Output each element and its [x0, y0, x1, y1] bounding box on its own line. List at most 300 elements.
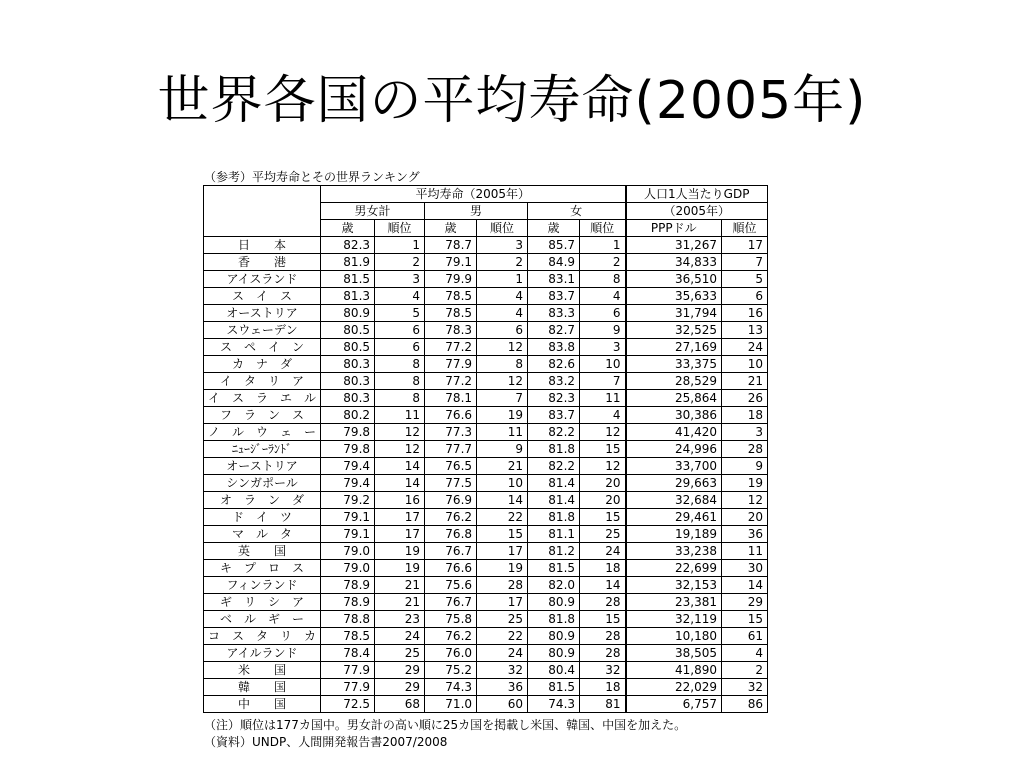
total-rank-cell: 19: [375, 543, 425, 560]
gdp-rank-cell: 26: [722, 390, 768, 407]
gdp-ppp-cell: 35,633: [626, 288, 722, 305]
gdp-rank-cell: 19: [722, 475, 768, 492]
male-age-cell: 71.0: [425, 696, 477, 713]
gdp-rank-cell: 32: [722, 679, 768, 696]
female-age-cell: 83.1: [528, 271, 580, 288]
total-rank-cell: 23: [375, 611, 425, 628]
male-rank-cell: 11: [477, 424, 528, 441]
male-age-cell: 78.3: [425, 322, 477, 339]
table-row: [204, 424, 768, 441]
gdp-rank-cell: 29: [722, 594, 768, 611]
header-male: 男: [425, 203, 528, 220]
table-row: [204, 271, 768, 288]
male-age-cell: 79.9: [425, 271, 477, 288]
total-rank-cell: 8: [375, 373, 425, 390]
female-rank-cell: 15: [580, 611, 626, 628]
gdp-ppp-cell: 32,119: [626, 611, 722, 628]
male-rank-cell: 3: [477, 237, 528, 254]
total-age-cell: 81.3: [321, 288, 375, 305]
country-cell: オーストリア: [204, 458, 321, 475]
male-rank-cell: 12: [477, 373, 528, 390]
gdp-rank-cell: 5: [722, 271, 768, 288]
male-rank-cell: 28: [477, 577, 528, 594]
female-rank-cell: 10: [580, 356, 626, 373]
gdp-rank-cell: 12: [722, 492, 768, 509]
male-rank-cell: 19: [477, 560, 528, 577]
female-rank-cell: 18: [580, 560, 626, 577]
female-age-cell: 82.6: [528, 356, 580, 373]
table-row: [204, 560, 768, 577]
female-age-cell: 83.8: [528, 339, 580, 356]
table-row: [204, 628, 768, 645]
table-row: [204, 696, 768, 713]
female-age-cell: 82.2: [528, 424, 580, 441]
gdp-rank-cell: 2: [722, 662, 768, 679]
gdp-ppp-cell: 31,794: [626, 305, 722, 322]
female-age-cell: 81.4: [528, 475, 580, 492]
total-age-cell: 81.5: [321, 271, 375, 288]
table-row: [204, 305, 768, 322]
female-rank-cell: 8: [580, 271, 626, 288]
gdp-rank-cell: 7: [722, 254, 768, 271]
table-row: [204, 509, 768, 526]
male-rank-cell: 10: [477, 475, 528, 492]
male-age-cell: 74.3: [425, 679, 477, 696]
country-cell: 中 国: [204, 696, 321, 713]
table-body: [204, 237, 768, 713]
table-row: [204, 458, 768, 475]
gdp-ppp-cell: 41,420: [626, 424, 722, 441]
header-age-total: 歳: [321, 220, 375, 237]
header-life-expectancy: 平均寿命（2005年）: [321, 186, 626, 203]
male-age-cell: 76.9: [425, 492, 477, 509]
header-country-blank: [204, 186, 321, 237]
country-cell: シンガポール: [204, 475, 321, 492]
gdp-rank-cell: 18: [722, 407, 768, 424]
female-rank-cell: 15: [580, 441, 626, 458]
male-rank-cell: 8: [477, 356, 528, 373]
total-age-cell: 79.0: [321, 560, 375, 577]
total-rank-cell: 17: [375, 526, 425, 543]
gdp-ppp-cell: 41,890: [626, 662, 722, 679]
total-rank-cell: 29: [375, 679, 425, 696]
header-age-female: 歳: [528, 220, 580, 237]
total-rank-cell: 4: [375, 288, 425, 305]
total-age-cell: 80.3: [321, 373, 375, 390]
total-age-cell: 78.8: [321, 611, 375, 628]
country-cell: ド イ ツ: [204, 509, 321, 526]
country-cell: イ ス ラ エ ル: [204, 390, 321, 407]
total-age-cell: 79.4: [321, 458, 375, 475]
female-age-cell: 81.4: [528, 492, 580, 509]
gdp-rank-cell: 15: [722, 611, 768, 628]
female-age-cell: 80.9: [528, 628, 580, 645]
total-age-cell: 79.8: [321, 441, 375, 458]
header-gdp-line1: 人口1人当たりGDP: [626, 186, 768, 203]
male-rank-cell: 22: [477, 509, 528, 526]
country-cell: 日 本: [204, 237, 321, 254]
gdp-ppp-cell: 23,381: [626, 594, 722, 611]
header-rank-female: 順位: [580, 220, 626, 237]
note-ranking: （注）順位は177カ国中。男女計の高い順に25カ国を掲載し米国、韓国、中国を加えた。: [204, 718, 687, 732]
country-cell: 香 港: [204, 254, 321, 271]
gdp-rank-cell: 86: [722, 696, 768, 713]
total-age-cell: 79.8: [321, 424, 375, 441]
female-age-cell: 81.5: [528, 679, 580, 696]
female-rank-cell: 4: [580, 288, 626, 305]
total-rank-cell: 5: [375, 305, 425, 322]
table-row: [204, 254, 768, 271]
gdp-ppp-cell: 22,699: [626, 560, 722, 577]
table-row: [204, 577, 768, 594]
female-rank-cell: 20: [580, 475, 626, 492]
female-age-cell: 83.3: [528, 305, 580, 322]
country-cell: オーストリア: [204, 305, 321, 322]
country-cell: カ ナ ダ: [204, 356, 321, 373]
header-ppp: PPPドル: [626, 220, 722, 237]
gdp-ppp-cell: 10,180: [626, 628, 722, 645]
female-age-cell: 81.8: [528, 611, 580, 628]
female-rank-cell: 12: [580, 458, 626, 475]
header-rank-gdp: 順位: [722, 220, 768, 237]
total-rank-cell: 21: [375, 577, 425, 594]
female-rank-cell: 15: [580, 509, 626, 526]
total-rank-cell: 2: [375, 254, 425, 271]
male-rank-cell: 17: [477, 543, 528, 560]
female-age-cell: 82.0: [528, 577, 580, 594]
gdp-ppp-cell: 29,461: [626, 509, 722, 526]
table-row: [204, 594, 768, 611]
table-row: [204, 492, 768, 509]
total-rank-cell: 3: [375, 271, 425, 288]
male-age-cell: 78.7: [425, 237, 477, 254]
male-age-cell: 75.2: [425, 662, 477, 679]
male-rank-cell: 32: [477, 662, 528, 679]
country-cell: アイルランド: [204, 645, 321, 662]
table-row: [204, 526, 768, 543]
gdp-ppp-cell: 29,663: [626, 475, 722, 492]
header-both-sexes: 男女計: [321, 203, 425, 220]
country-cell: ギ リ シ ア: [204, 594, 321, 611]
gdp-rank-cell: 14: [722, 577, 768, 594]
header-rank-total: 順位: [375, 220, 425, 237]
total-age-cell: 82.3: [321, 237, 375, 254]
male-rank-cell: 60: [477, 696, 528, 713]
total-age-cell: 78.5: [321, 628, 375, 645]
gdp-rank-cell: 11: [722, 543, 768, 560]
slide-title: 世界各国の平均寿命(2005年): [157, 71, 867, 131]
gdp-rank-cell: 13: [722, 322, 768, 339]
total-age-cell: 79.1: [321, 509, 375, 526]
total-rank-cell: 19: [375, 560, 425, 577]
total-rank-cell: 12: [375, 441, 425, 458]
female-rank-cell: 7: [580, 373, 626, 390]
male-rank-cell: 21: [477, 458, 528, 475]
table-row: [204, 373, 768, 390]
male-rank-cell: 2: [477, 254, 528, 271]
male-rank-cell: 1: [477, 271, 528, 288]
female-rank-cell: 2: [580, 254, 626, 271]
gdp-ppp-cell: 33,238: [626, 543, 722, 560]
male-age-cell: 77.2: [425, 339, 477, 356]
male-rank-cell: 19: [477, 407, 528, 424]
gdp-ppp-cell: 30,386: [626, 407, 722, 424]
country-cell: アイスランド: [204, 271, 321, 288]
gdp-ppp-cell: 32,525: [626, 322, 722, 339]
male-age-cell: 75.8: [425, 611, 477, 628]
female-age-cell: 83.2: [528, 373, 580, 390]
gdp-rank-cell: 10: [722, 356, 768, 373]
table-row: [204, 390, 768, 407]
male-rank-cell: 36: [477, 679, 528, 696]
country-cell: フィンランド: [204, 577, 321, 594]
male-age-cell: 78.1: [425, 390, 477, 407]
male-age-cell: 77.7: [425, 441, 477, 458]
male-rank-cell: 7: [477, 390, 528, 407]
country-cell: コ ス タ リ カ: [204, 628, 321, 645]
total-age-cell: 78.9: [321, 577, 375, 594]
female-age-cell: 82.3: [528, 390, 580, 407]
total-age-cell: 77.9: [321, 662, 375, 679]
male-rank-cell: 12: [477, 339, 528, 356]
female-rank-cell: 9: [580, 322, 626, 339]
table-caption: （参考）平均寿命とその世界ランキング: [204, 170, 420, 184]
header-age-male: 歳: [425, 220, 477, 237]
female-rank-cell: 24: [580, 543, 626, 560]
gdp-rank-cell: 36: [722, 526, 768, 543]
total-rank-cell: 21: [375, 594, 425, 611]
female-age-cell: 81.8: [528, 509, 580, 526]
table-row: [204, 237, 768, 254]
gdp-ppp-cell: 34,833: [626, 254, 722, 271]
gdp-rank-cell: 9: [722, 458, 768, 475]
male-age-cell: 76.8: [425, 526, 477, 543]
table-row: [204, 356, 768, 373]
header-female: 女: [528, 203, 626, 220]
table-row: [204, 407, 768, 424]
male-rank-cell: 4: [477, 288, 528, 305]
female-rank-cell: 25: [580, 526, 626, 543]
total-rank-cell: 29: [375, 662, 425, 679]
gdp-ppp-cell: 22,029: [626, 679, 722, 696]
country-cell: オ ラ ン ダ: [204, 492, 321, 509]
male-rank-cell: 22: [477, 628, 528, 645]
female-rank-cell: 28: [580, 594, 626, 611]
total-rank-cell: 11: [375, 407, 425, 424]
total-rank-cell: 16: [375, 492, 425, 509]
female-rank-cell: 28: [580, 645, 626, 662]
gdp-rank-cell: 6: [722, 288, 768, 305]
total-rank-cell: 25: [375, 645, 425, 662]
table-row: [204, 645, 768, 662]
gdp-ppp-cell: 25,864: [626, 390, 722, 407]
total-age-cell: 77.9: [321, 679, 375, 696]
female-age-cell: 83.7: [528, 407, 580, 424]
country-cell: ノ ル ウ ェ ー: [204, 424, 321, 441]
female-rank-cell: 3: [580, 339, 626, 356]
country-cell: 英 国: [204, 543, 321, 560]
table-row: [204, 543, 768, 560]
gdp-rank-cell: 28: [722, 441, 768, 458]
gdp-ppp-cell: 27,169: [626, 339, 722, 356]
female-age-cell: 81.2: [528, 543, 580, 560]
table-row: [204, 441, 768, 458]
female-age-cell: 80.9: [528, 645, 580, 662]
gdp-rank-cell: 61: [722, 628, 768, 645]
male-age-cell: 76.2: [425, 628, 477, 645]
gdp-rank-cell: 17: [722, 237, 768, 254]
female-rank-cell: 11: [580, 390, 626, 407]
female-rank-cell: 28: [580, 628, 626, 645]
male-rank-cell: 6: [477, 322, 528, 339]
total-rank-cell: 6: [375, 339, 425, 356]
male-rank-cell: 17: [477, 594, 528, 611]
total-rank-cell: 8: [375, 356, 425, 373]
male-age-cell: 76.6: [425, 560, 477, 577]
country-cell: フ ラ ン ス: [204, 407, 321, 424]
gdp-ppp-cell: 19,189: [626, 526, 722, 543]
total-rank-cell: 12: [375, 424, 425, 441]
total-rank-cell: 8: [375, 390, 425, 407]
male-age-cell: 77.5: [425, 475, 477, 492]
gdp-rank-cell: 21: [722, 373, 768, 390]
country-cell: マ ル タ: [204, 526, 321, 543]
header-gdp-line2: （2005年）: [626, 203, 768, 220]
male-rank-cell: 24: [477, 645, 528, 662]
country-cell: ﾆｭｰｼﾞｰﾗﾝﾄﾞ: [204, 441, 321, 458]
country-cell: キ プ ロ ス: [204, 560, 321, 577]
total-age-cell: 79.0: [321, 543, 375, 560]
male-age-cell: 79.1: [425, 254, 477, 271]
gdp-ppp-cell: 36,510: [626, 271, 722, 288]
female-age-cell: 85.7: [528, 237, 580, 254]
country-cell: イ タ リ ア: [204, 373, 321, 390]
female-age-cell: 81.8: [528, 441, 580, 458]
note-source: （資料）UNDP、人間開発報告書2007/2008: [204, 735, 448, 749]
header-rank-male: 順位: [477, 220, 528, 237]
gdp-ppp-cell: 31,267: [626, 237, 722, 254]
male-rank-cell: 25: [477, 611, 528, 628]
total-age-cell: 80.9: [321, 305, 375, 322]
table-row: [204, 288, 768, 305]
gdp-rank-cell: 3: [722, 424, 768, 441]
female-age-cell: 82.2: [528, 458, 580, 475]
total-rank-cell: 17: [375, 509, 425, 526]
female-age-cell: 81.1: [528, 526, 580, 543]
female-rank-cell: 32: [580, 662, 626, 679]
female-rank-cell: 14: [580, 577, 626, 594]
total-age-cell: 80.5: [321, 322, 375, 339]
table-row: [204, 611, 768, 628]
table-row: [204, 679, 768, 696]
total-age-cell: 78.9: [321, 594, 375, 611]
female-rank-cell: 12: [580, 424, 626, 441]
gdp-ppp-cell: 33,700: [626, 458, 722, 475]
gdp-ppp-cell: 32,684: [626, 492, 722, 509]
male-age-cell: 76.6: [425, 407, 477, 424]
female-age-cell: 80.4: [528, 662, 580, 679]
country-cell: スウェーデン: [204, 322, 321, 339]
total-age-cell: 80.3: [321, 390, 375, 407]
gdp-ppp-cell: 24,996: [626, 441, 722, 458]
gdp-rank-cell: 30: [722, 560, 768, 577]
country-cell: 米 国: [204, 662, 321, 679]
gdp-ppp-cell: 33,375: [626, 356, 722, 373]
male-age-cell: 78.5: [425, 288, 477, 305]
female-rank-cell: 18: [580, 679, 626, 696]
gdp-ppp-cell: 6,757: [626, 696, 722, 713]
female-age-cell: 83.7: [528, 288, 580, 305]
country-cell: ス イ ス: [204, 288, 321, 305]
female-age-cell: 82.7: [528, 322, 580, 339]
gdp-rank-cell: 16: [722, 305, 768, 322]
female-rank-cell: 6: [580, 305, 626, 322]
male-age-cell: 76.0: [425, 645, 477, 662]
total-rank-cell: 68: [375, 696, 425, 713]
life-expectancy-table: [203, 185, 768, 713]
total-age-cell: 79.4: [321, 475, 375, 492]
total-age-cell: 72.5: [321, 696, 375, 713]
header-row-1: [204, 186, 768, 203]
total-age-cell: 78.4: [321, 645, 375, 662]
male-rank-cell: 9: [477, 441, 528, 458]
male-rank-cell: 14: [477, 492, 528, 509]
male-age-cell: 77.2: [425, 373, 477, 390]
table-row: [204, 662, 768, 679]
table-row: [204, 475, 768, 492]
total-age-cell: 81.9: [321, 254, 375, 271]
table-row: [204, 322, 768, 339]
female-age-cell: 74.3: [528, 696, 580, 713]
male-age-cell: 76.7: [425, 594, 477, 611]
country-cell: ベ ル ギ ー: [204, 611, 321, 628]
gdp-rank-cell: 24: [722, 339, 768, 356]
total-age-cell: 79.1: [321, 526, 375, 543]
male-age-cell: 77.3: [425, 424, 477, 441]
male-age-cell: 76.2: [425, 509, 477, 526]
gdp-rank-cell: 4: [722, 645, 768, 662]
male-rank-cell: 4: [477, 305, 528, 322]
gdp-ppp-cell: 28,529: [626, 373, 722, 390]
female-rank-cell: 20: [580, 492, 626, 509]
gdp-rank-cell: 20: [722, 509, 768, 526]
male-age-cell: 76.5: [425, 458, 477, 475]
total-rank-cell: 6: [375, 322, 425, 339]
male-age-cell: 77.9: [425, 356, 477, 373]
female-rank-cell: 1: [580, 237, 626, 254]
gdp-ppp-cell: 38,505: [626, 645, 722, 662]
female-age-cell: 81.5: [528, 560, 580, 577]
total-age-cell: 80.5: [321, 339, 375, 356]
male-age-cell: 76.7: [425, 543, 477, 560]
total-age-cell: 80.2: [321, 407, 375, 424]
total-rank-cell: 1: [375, 237, 425, 254]
gdp-ppp-cell: 32,153: [626, 577, 722, 594]
female-rank-cell: 4: [580, 407, 626, 424]
male-rank-cell: 15: [477, 526, 528, 543]
female-age-cell: 80.9: [528, 594, 580, 611]
country-cell: ス ペ イ ン: [204, 339, 321, 356]
female-age-cell: 84.9: [528, 254, 580, 271]
female-rank-cell: 81: [580, 696, 626, 713]
country-cell: 韓 国: [204, 679, 321, 696]
total-rank-cell: 24: [375, 628, 425, 645]
total-age-cell: 80.3: [321, 356, 375, 373]
total-rank-cell: 14: [375, 475, 425, 492]
total-age-cell: 79.2: [321, 492, 375, 509]
male-age-cell: 75.6: [425, 577, 477, 594]
total-rank-cell: 14: [375, 458, 425, 475]
